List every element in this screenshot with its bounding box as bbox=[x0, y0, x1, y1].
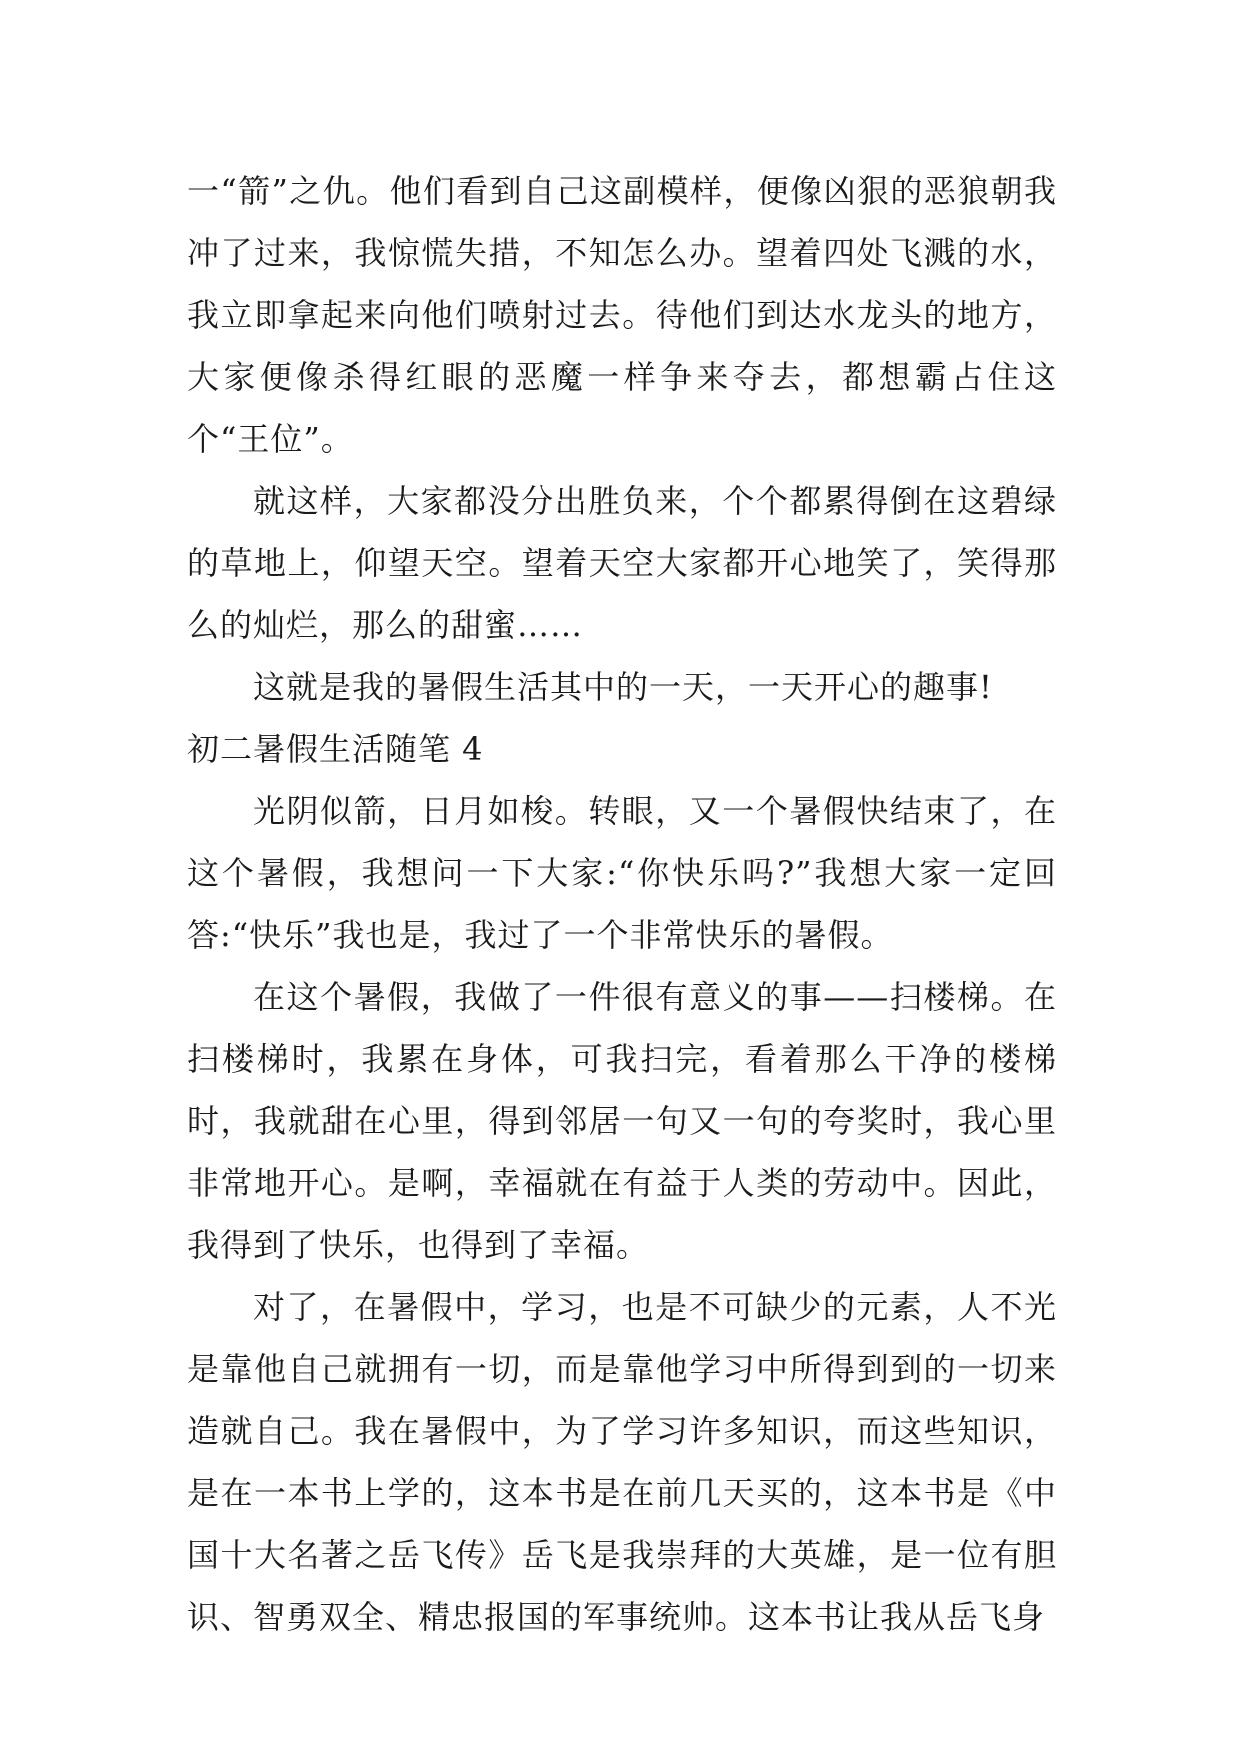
paragraph: 在这个暑假，我做了一件很有意义的事——扫楼梯。在扫楼梯时，我累在身体，可我扫完，看着那么干净的楼梯时，我就甜在心里，得到邻居一句又一句的夸奖时，我心里非常地开心。是啊，幸福就在有益于人类的劳动中。因此，我得到了快乐，也得到了幸福。 bbox=[187, 978, 1057, 1264]
paragraph-continuation: 一“箭”之仇。他们看到自己这副模样，便像凶狠的恶狼朝我冲了过来，我惊慌失措，不知怎么办。望着四处飞溅的水，我立即拿起来向他们喷射过去。待他们到达水龙头的地方，大家便像杀得红眼的恶魔一样争来夺去，都想霸占住这个“王位”。 bbox=[187, 172, 1057, 458]
document-body bbox=[187, 160, 1057, 1648]
paragraph: 就这样，大家都没分出胜负来，个个都累得倒在这碧绿的草地上，仰望天空。望着天空大家都开心地笑了，笑得那么的灿烂，那么的甜蜜…… bbox=[187, 482, 1057, 644]
paragraph: 对了，在暑假中，学习，也是不可缺少的元素，人不光是靠他自己就拥有一切，而是靠他学习中所得到到的一切来造就自己。我在暑假中，为了学习许多知识，而这些知识，是在一本书上学的，这本书是在前几天买的，这本书是《中国十大名著之岳飞传》岳飞是我崇拜的大英雄，是一位有胆识、智勇双全、精忠报国的军事统帅。这本书让我从岳飞身 bbox=[187, 1288, 1057, 1636]
paragraph: 光阴似箭，日月如梭。转眼，又一个暑假快结束了，在这个暑假，我想问一下大家:“你快乐吗?”我想大家一定回答:“快乐”我也是，我过了一个非常快乐的暑假。 bbox=[187, 792, 1057, 954]
section-heading: 初二暑假生活随笔 4 bbox=[187, 730, 484, 768]
paragraph: 这就是我的暑假生活其中的一天，一天开心的趣事! bbox=[253, 668, 993, 706]
